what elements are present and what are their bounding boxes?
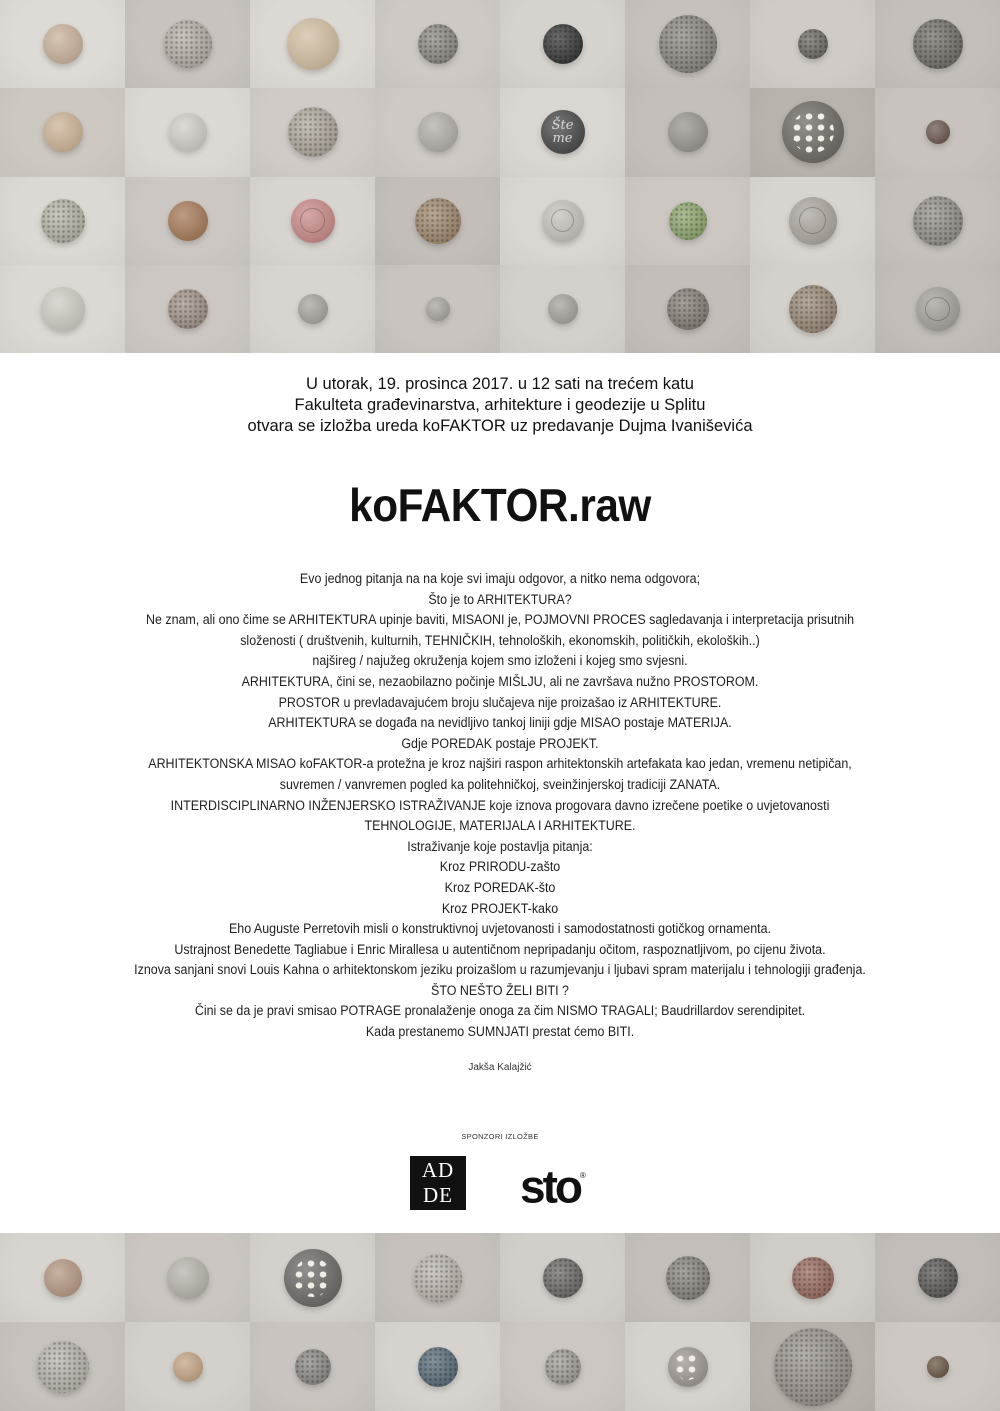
- text-line: ARHITEKTURA se događa na nevidljivo tankoj liniji gdje MISAO postaje MATERIJA.: [268, 715, 732, 731]
- sto-logo-text: sto: [520, 1160, 580, 1213]
- text-line: INTERDISCIPLINARNO INŽENJERSKO ISTRAŽIVANJE koje iznova progovara davno izrečene poetike o uvjetovanosti: [170, 797, 830, 813]
- material-sample: [418, 1347, 458, 1387]
- sample-photo-tile: [500, 1233, 625, 1322]
- sample-photo-tile: [125, 265, 250, 353]
- material-sample: [792, 1257, 834, 1299]
- sample-photo-tile: [500, 0, 625, 88]
- text-line: najšireg / najužeg okruženja kojem smo izloženi i kojeg smo svjesni.: [312, 653, 688, 669]
- sample-photo-tile: [125, 1233, 250, 1322]
- material-sample: [287, 18, 339, 70]
- sto-logo: [520, 1158, 586, 1212]
- material-sample: [789, 285, 837, 333]
- photo-grid-bottom: [0, 1233, 1000, 1411]
- material-sample: [789, 197, 837, 245]
- material-sample: [543, 1258, 583, 1298]
- material-sample: [927, 1356, 949, 1378]
- material-sample: [173, 1352, 203, 1382]
- sample-photo-tile: [125, 1322, 250, 1411]
- sample-photo-tile: [500, 1322, 625, 1411]
- sample-photo-tile: [375, 0, 500, 88]
- material-sample: [44, 1259, 82, 1297]
- material-sample: [668, 1347, 708, 1387]
- material-sample: [548, 294, 578, 324]
- sample-photo-tile: [250, 1233, 375, 1322]
- adde-logo: [410, 1156, 466, 1210]
- text-line: Iznova sanjani snovi Louis Kahna o arhitektonskom jeziku proizašlom u razumjevanju i ljubavi spram materijalu i tehnologiji građenja.: [134, 962, 866, 978]
- sample-photo-tile: [125, 177, 250, 265]
- sample-photo-tile: [0, 88, 125, 176]
- material-sample: [782, 101, 844, 163]
- text-line: ARHITEKTURA, čini se, nezaobilazno počinje MIŠLJU, ali ne završava nužno PROSTOROM.: [241, 673, 759, 689]
- sample-photo-tile: [875, 1322, 1000, 1411]
- author-signature: Jakša Kalajžić: [468, 1062, 532, 1073]
- sample-photo-tile: [625, 265, 750, 353]
- material-sample: [913, 196, 963, 246]
- sample-photo-tile: [875, 88, 1000, 176]
- text-line: PROSTOR u prevladavajućem broju slučajeva nije proizašao iz ARHITEKTURE.: [278, 694, 722, 710]
- sample-photo-tile: [500, 177, 625, 265]
- sample-photo-tile: [625, 177, 750, 265]
- material-sample: [798, 29, 828, 59]
- material-sample: [669, 202, 707, 240]
- material-sample: [164, 20, 212, 68]
- sample-photo-tile: [875, 177, 1000, 265]
- material-sample: [41, 199, 85, 243]
- material-sample: [41, 287, 85, 331]
- material-sample: [168, 289, 208, 329]
- text-line: Što je to ARHITEKTURA?: [428, 591, 572, 607]
- text-line: složenosti ( društvenih, kulturnih, TEHNIČKIH, tehnoloških, ekonomskih, političkih, ekoloških..): [240, 632, 760, 648]
- sample-photo-tile: [0, 0, 125, 88]
- text-line: Kroz POREDAK-što: [444, 879, 556, 895]
- sample-photo-tile: [250, 88, 375, 176]
- text-line: Kada prestanemo SUMNJATI prestat ćemo BITI.: [365, 1024, 635, 1040]
- sample-photo-tile: [875, 1233, 1000, 1322]
- text-line: suvremen / vanvremen pogled ka politehničkoj, sveinžinjerskoj tradiciji ZANATA.: [279, 776, 721, 792]
- material-sample: [659, 15, 717, 73]
- material-sample: [543, 24, 583, 64]
- sample-photo-tile: [0, 177, 125, 265]
- text-line: Kroz PRIRODU-zašto: [439, 859, 561, 875]
- text-line: Kroz PROJEKT-kako: [441, 900, 559, 916]
- material-sample: [545, 1349, 581, 1385]
- sample-photo-tile: [375, 88, 500, 176]
- sample-photo-tile: [250, 265, 375, 353]
- sample-photo-tile: [0, 1233, 125, 1322]
- material-sample: [667, 288, 709, 330]
- material-sample: [414, 1254, 462, 1302]
- sample-photo-tile: [875, 0, 1000, 88]
- photo-grid-top: [0, 0, 1000, 353]
- material-sample: [541, 110, 585, 154]
- sample-photo-tile: [0, 1322, 125, 1411]
- sample-photo-tile: [875, 265, 1000, 353]
- sample-photo-tile: [625, 0, 750, 88]
- sample-photo-tile: [500, 88, 625, 176]
- text-line: Čini se da je pravi smisao POTRAGE pronalaženje onoga za čim NISMO TRAGALI; Baudrillardov serendipitet.: [194, 1003, 806, 1019]
- material-sample: [291, 199, 335, 243]
- sample-photo-tile: [500, 265, 625, 353]
- material-sample: [542, 200, 584, 242]
- material-sample: [918, 1258, 958, 1298]
- intro-line: Fakulteta građevinarstva, arhitekture i geodezije u Splitu: [294, 396, 706, 414]
- material-sample: [167, 1257, 209, 1299]
- sponsors-heading: SPONZORI IZLOŽBE: [461, 1132, 539, 1141]
- text-line: TEHNOLOGIJE, MATERIJALA I ARHITEKTURE.: [364, 818, 636, 834]
- text-line: Ustrajnost Benedette Tagliabue i Enric Mirallesa u autentičnom nepripadanju očitom, raspoznatljivom, po cijenu života.: [174, 941, 826, 957]
- sample-photo-tile: [750, 265, 875, 353]
- text-line: Eho Auguste Perretovih misli o konstruktivnoj uvjetovanosti i samodostatnosti gotičkog ornamenta.: [228, 921, 772, 937]
- intro-block: [0, 374, 1000, 437]
- material-sample: [43, 112, 83, 152]
- sample-photo-tile: [375, 1322, 500, 1411]
- adde-logo-line: DE: [423, 1183, 453, 1207]
- material-sample: [415, 198, 461, 244]
- sample-photo-tile: [625, 88, 750, 176]
- manifesto-text: [40, 569, 960, 1043]
- material-sample: [288, 107, 338, 157]
- text-line: Ne znam, ali ono čime se ARHITEKTURA upinje baviti, MISAONI je, POJMOVNI PROCES sagledavanja i interpretacija prisutnih: [145, 612, 855, 628]
- material-sample: [284, 1249, 342, 1307]
- material-sample: [418, 24, 458, 64]
- intro-line: otvara se izložba ureda koFAKTOR uz predavanje Dujma Ivaniševića: [247, 417, 753, 435]
- material-sample: [666, 1256, 710, 1300]
- exhibition-title: koFAKTOR.raw: [349, 479, 651, 531]
- sample-photo-tile: [125, 0, 250, 88]
- material-sample: [426, 297, 450, 321]
- material-sample: [37, 1341, 89, 1393]
- sample-photo-tile: [375, 265, 500, 353]
- text-line: Evo jednog pitanja na na koje svi imaju odgovor, a nitko nema odgovora;: [299, 571, 701, 586]
- sample-photo-tile: [250, 1322, 375, 1411]
- sample-photo-tile: [375, 1233, 500, 1322]
- sample-photo-tile: [750, 88, 875, 176]
- sample-photo-tile: [750, 0, 875, 88]
- text-line: Istraživanje koje postavlja pitanja:: [407, 838, 593, 854]
- sample-photo-tile: [750, 177, 875, 265]
- material-sample: [774, 1328, 852, 1406]
- material-sample: [43, 24, 83, 64]
- material-sample: [168, 201, 208, 241]
- text-line: ARHITEKTONSKA MISAO koFAKTOR-a protežna je kroz najširi raspon arhitektonskih artefakata kao jedan, vremenu netipičan,: [148, 756, 852, 772]
- sample-photo-tile: [750, 1233, 875, 1322]
- intro-line: U utorak, 19. prosinca 2017. u 12 sati na trećem katu: [306, 375, 694, 393]
- material-sample: [298, 294, 328, 324]
- material-sample: [668, 112, 708, 152]
- sample-photo-tile: [125, 88, 250, 176]
- text-line: ŠTO NEŠTO ŽELI BITI ?: [431, 982, 569, 998]
- sample-photo-tile: [250, 177, 375, 265]
- sample-photo-tile: [625, 1322, 750, 1411]
- sample-photo-tile: [625, 1233, 750, 1322]
- text-line: Gdje POREDAK postaje PROJEKT.: [401, 735, 599, 751]
- material-sample: [916, 287, 960, 331]
- sample-photo-tile: [750, 1322, 875, 1411]
- material-sample: [418, 112, 458, 152]
- material-sample: [169, 113, 207, 151]
- material-sample: [926, 120, 950, 144]
- adde-logo-line: AD: [421, 1158, 455, 1182]
- sample-photo-tile: [375, 177, 500, 265]
- sample-photo-tile: [250, 0, 375, 88]
- material-sample: [295, 1349, 331, 1385]
- sample-photo-tile: [0, 265, 125, 353]
- registered-mark: ®: [580, 1171, 586, 1180]
- material-sample: [913, 19, 963, 69]
